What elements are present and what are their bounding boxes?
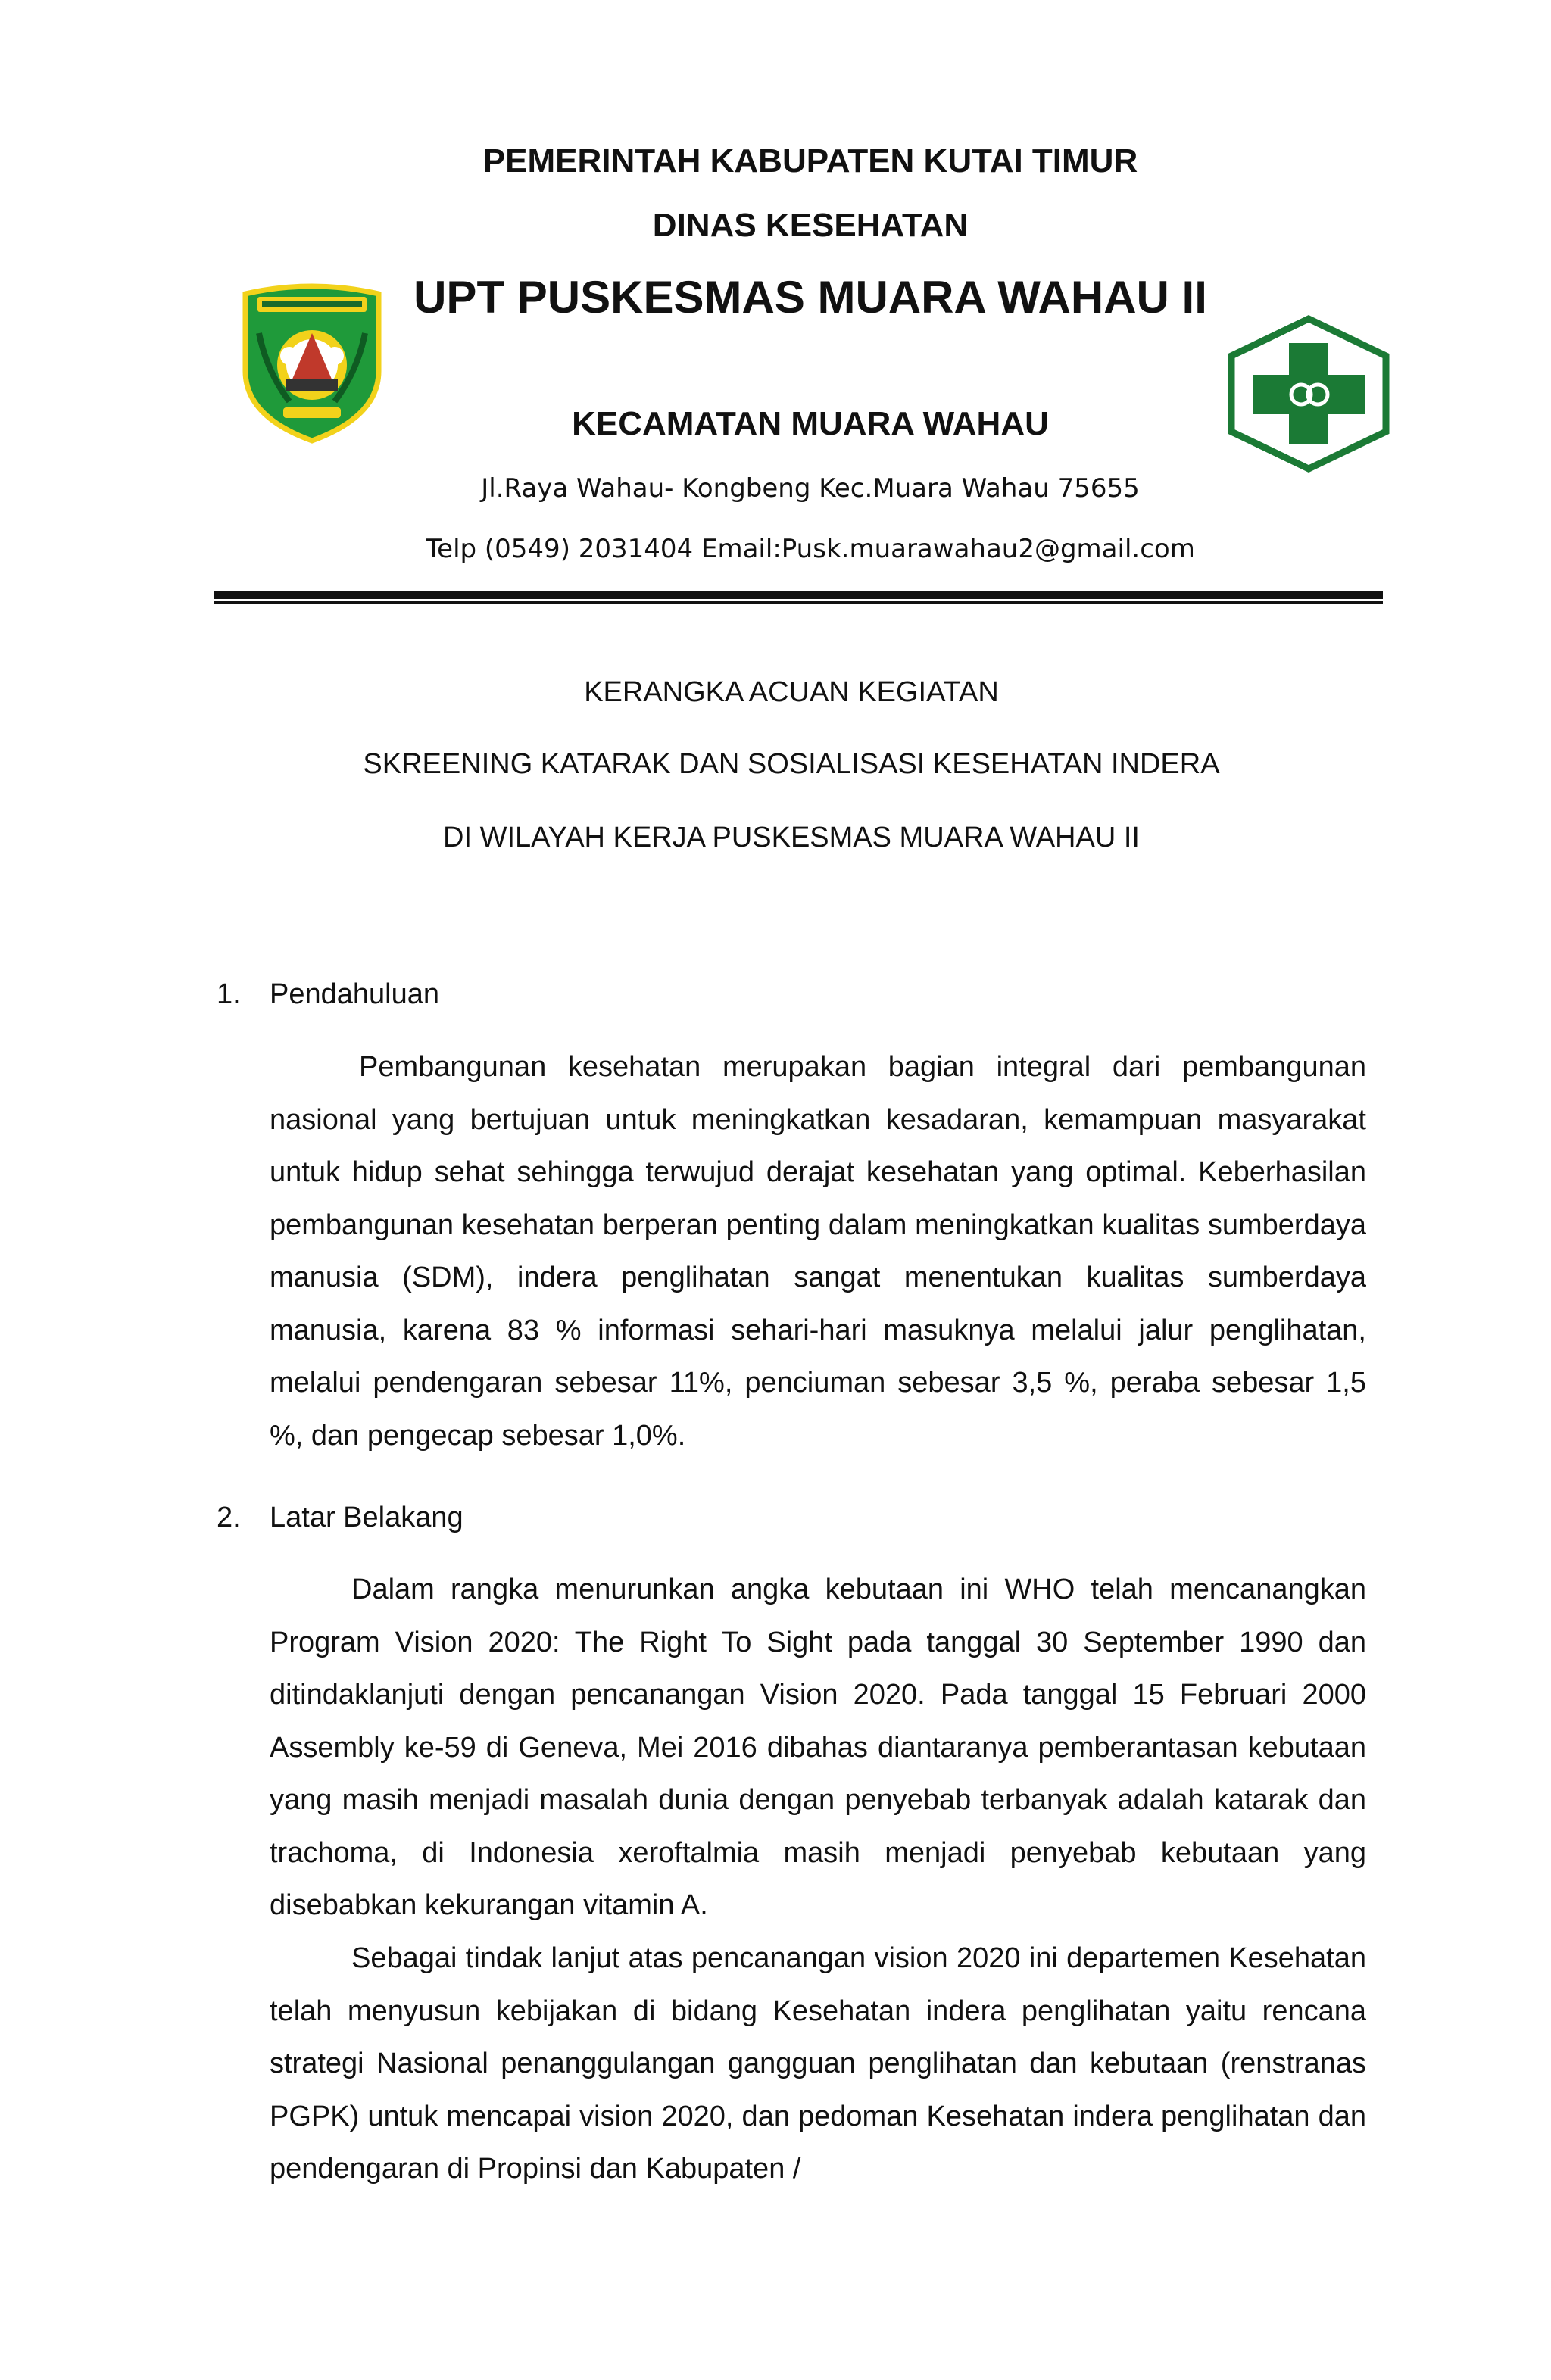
department-name: DINAS KESEHATAN <box>652 207 969 244</box>
letterhead-divider-thin <box>214 601 1383 604</box>
paragraph-text: Dalam rangka menurunkan angka kebutaan ini WHO telah mencanangkan Program Vision 2020: The Right To Sight pada tanggal 30 September 1990 dan ditindaklanjuti dengan pencanangan Vision 2020. Pada tanggal 15 Februari 2000 Assembly ke-59 di Geneva, Mei 2016 dibahas diantaranya pemberantasan kebutaan yang masih menjadi masalah dunia dengan penyebab terbanyak adalah katarak dan trachoma, di Indonesia xeroftalmia masih menjadi penyebab kebutaan yang disebabkan kekurangan vitamin A. <box>270 1574 1366 1921</box>
government-name: PEMERINTAH KABUPATEN KUTAI TIMUR <box>482 142 1138 179</box>
paragraph-text: Pembangunan kesehatan merupakan bagian integral dari pembangunan nasional yang bertujuan untuk meningkatkan kesadaran, kemampuan masyarakat untuk hidup sehat sehingga terwujud derajat kesehatan yang optimal. Keberhasilan pembangunan kesehatan berperan penting dalam meningkatkan kualitas sumberdaya manusia (SDM), indera penglihatan sangat menentukan kualitas sumberdaya manusia, karena 83 % informasi sehari-hari masuknya melalui jalur penglihatan, melalui pendengaran sebesar 11%, penciuman sebesar 3,5 %, peraba sebesar 1,5 %, dan pengecap sebesar 1,0%. <box>270 1051 1366 1452</box>
section-heading-latar-belakang: Latar Belakang <box>270 1502 463 1533</box>
document-location: DI WILAYAH KERJA PUSKESMAS MUARA WAHAU II <box>443 822 1140 853</box>
address-line: Jl.Raya Wahau- Kongbeng Kec.Muara Wahau 75655 <box>481 473 1140 504</box>
institution-name: UPT PUSKESMAS MUARA WAHAU II <box>413 272 1207 323</box>
puskesmas-cross-hexagon-icon <box>1225 314 1392 473</box>
paragraph-pendahuluan <box>270 1041 1366 1465</box>
document-subtitle: SKREENING KATARAK DAN SOSIALISASI KESEHATAN INDERA <box>363 748 1220 780</box>
section-number: 2. <box>217 1502 241 1533</box>
letterhead-divider <box>214 591 1383 599</box>
section-heading-pendahuluan: Pendahuluan <box>270 978 439 1010</box>
district-name: KECAMATAN MUARA WAHAU <box>572 405 1049 442</box>
paragraph-latar-belakang-2 <box>270 1932 1366 2198</box>
paragraph-text: Sebagai tindak lanjut atas pencanangan vision 2020 ini departemen Kesehatan telah menyusun kebijakan di bidang Kesehatan indera penglihatan yaitu rencana strategi Nasional penanggulangan gangguan penglihatan dan kebutaan (renstranas PGPK) untuk mencapai vision 2020, dan pedoman Kesehatan indera penglihatan dan pendengaran di Propinsi dan Kabupaten / <box>270 1942 1366 2185</box>
paragraph-latar-belakang-1 <box>270 1564 1366 1935</box>
document-title: KERANGKA ACUAN KEGIATAN <box>584 676 999 708</box>
section-number: 1. <box>217 978 241 1010</box>
contact-line: Telp (0549) 2031404 Email:Pusk.muarawahau2@gmail.com <box>426 534 1195 564</box>
